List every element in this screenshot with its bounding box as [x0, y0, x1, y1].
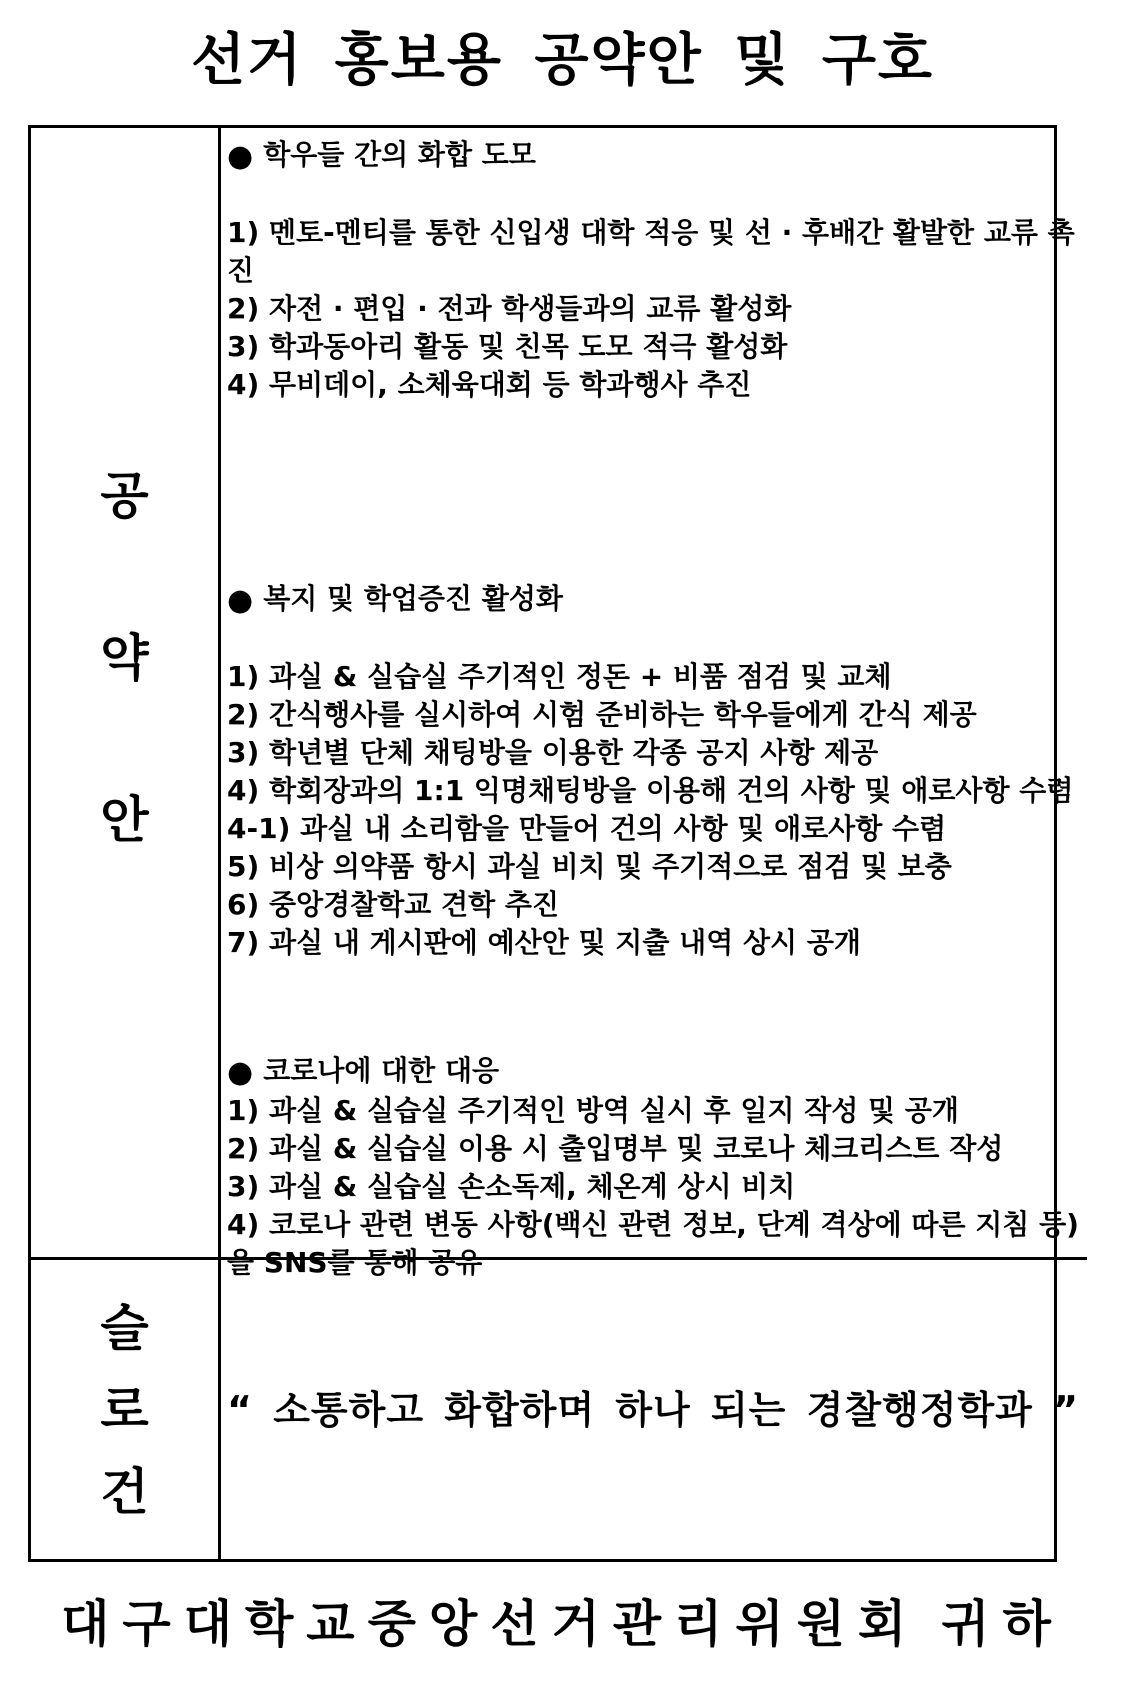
pledge-item: 4-1) 과실 내 소리함을 만들어 건의 사항 및 애로사항 수렴: [227, 812, 947, 845]
section-heading-harmony: [227, 136, 1079, 176]
section-heading-text: 학우들 간의 화합 도모: [263, 138, 536, 171]
slogan-label-char-1: 슬: [100, 1298, 149, 1357]
pledge-section-harmony: [227, 136, 1079, 404]
pledge-item: 2) 과실 & 실습실 이용 시 출입명부 및 코로나 체크리스트 작성: [227, 1132, 1004, 1165]
recipient-line: [0, 1584, 1125, 1656]
slogan-text: “ 소통하고 화합하며 하나 되는 경찰행정학과 ”: [227, 1387, 1080, 1432]
pledge-item: 2) 간식행사를 실시하여 시험 준비하는 학우들에게 간식 제공: [227, 698, 977, 731]
pledge-item: 1) 과실 & 실습실 주기적인 정돈 + 비품 점검 및 교체: [227, 660, 892, 693]
pledge-section-corona: [227, 1052, 1079, 1282]
pledge-content-cell: [221, 128, 1087, 1279]
pledge-item: 1) 과실 & 실습실 주기적인 방역 실시 후 일지 작성 및 공개: [227, 1094, 959, 1127]
pledge-label-char-3: 안: [100, 790, 149, 849]
pledge-item: 3) 학년별 단체 채팅방을 이용한 각종 공지 사항 제공: [227, 736, 879, 769]
section-heading-text: 코로나에 대한 대응: [263, 1054, 500, 1087]
page-title: 선거 홍보용 공약안 및 구호: [190, 28, 935, 93]
pledge-item-list-corona: [227, 1092, 1079, 1282]
slogan-label-cell: [31, 1260, 221, 1559]
pledge-item: 7) 과실 내 게시판에 예산안 및 지출 내역 상시 공개: [227, 926, 861, 959]
pledge-table: [28, 125, 1080, 1562]
pledge-label-cell: [31, 128, 221, 1260]
pledge-label-char-2: 약: [100, 628, 149, 687]
pledge-section-welfare: [227, 580, 1079, 962]
pledge-item: 3) 과실 & 실습실 손소독제, 체온계 상시 비치: [227, 1170, 796, 1203]
section-heading-welfare: [227, 580, 1079, 620]
pledge-item: 5) 비상 의약품 항시 과실 비치 및 주기적으로 점검 및 보충: [227, 850, 952, 883]
slogan-cell: [221, 1260, 1087, 1559]
recipient-honorific: 귀하: [941, 1595, 1064, 1653]
pledge-item: 4) 학회장과의 1:1 익명채팅방을 이용해 건의 사항 및 애로사항 수렴: [227, 774, 1074, 807]
section-heading-corona: [227, 1052, 1079, 1092]
recipient-org: 대구대학교중앙선거관리위원회: [61, 1595, 920, 1653]
pledge-item-list-harmony: [227, 214, 1079, 404]
section-heading-text: 복지 및 학업증진 활성화: [263, 582, 563, 615]
slogan-label-char-3: 건: [100, 1462, 149, 1521]
pledge-item: 4) 무비데이, 소체육대회 등 학과행사 추진: [227, 368, 752, 401]
slogan-label-char-2: 로: [100, 1380, 149, 1439]
pledge-item: 2) 자전 · 편입 · 전과 학생들과의 교류 활성화: [227, 292, 792, 325]
pledge-item: 3) 학과동아리 활동 및 친목 도모 적극 활성화: [227, 330, 788, 363]
pledge-label-char-1: 공: [100, 466, 149, 525]
pledge-item: 4) 코로나 관련 변동 사항(백신 관련 정보, 단계 격상에 따른 지침 등)을 SNS를 통해 공유: [227, 1208, 1079, 1279]
pledge-item-list-welfare: [227, 658, 1079, 962]
bullet-icon: ●: [227, 139, 254, 174]
bullet-icon: ●: [227, 583, 254, 618]
bullet-icon: ●: [227, 1055, 254, 1090]
pledge-item: 6) 중앙경찰학교 견학 추진: [227, 888, 560, 921]
pledge-item: 1) 멘토-멘티를 통한 신입생 대학 적응 및 선 · 후배간 활발한 교류 촉진: [227, 216, 1075, 287]
